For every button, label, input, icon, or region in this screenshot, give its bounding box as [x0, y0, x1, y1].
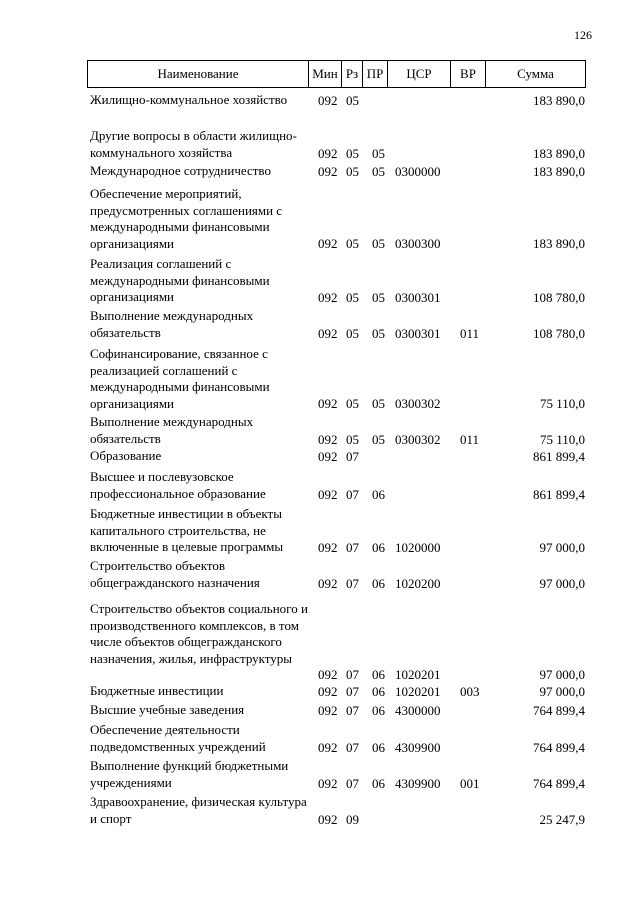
row-pr: 06 — [372, 539, 385, 555]
row-name: Высшее и послевузовское профессиональное образование — [90, 469, 266, 501]
row-name: Строительство объектов социального и производственного комплексов, в том числе объектов общегражданского назначения, жилья, инфраструктуры — [90, 601, 308, 666]
row-sum: 183 890,0 — [533, 163, 585, 179]
table-row — [0, 346, 640, 412]
row-pr: 06 — [372, 486, 385, 502]
row-vr: 011 — [460, 325, 480, 341]
row-name: Высшие учебные заведения — [90, 702, 245, 717]
row-sum: 764 899,4 — [533, 739, 585, 755]
row-pr: 06 — [372, 775, 385, 791]
row-sum: 183 890,0 — [533, 92, 585, 108]
table-row — [0, 558, 640, 592]
row-min: 092 — [318, 575, 338, 591]
header-vr: ВР — [460, 66, 476, 81]
row-name: Бюджетные инвестиции — [90, 683, 224, 698]
row-pr: 06 — [372, 666, 385, 682]
row-sum: 97 000,0 — [539, 539, 585, 555]
row-sum: 764 899,4 — [533, 702, 585, 718]
row-rz: 07 — [346, 486, 359, 502]
row-min: 092 — [318, 702, 338, 718]
table-row — [0, 256, 640, 306]
row-csr: 1020000 — [395, 539, 441, 555]
header-sum: Сумма — [517, 66, 554, 81]
row-sum: 183 890,0 — [533, 145, 585, 161]
row-pr: 06 — [372, 702, 385, 718]
row-csr: 0300300 — [395, 235, 441, 251]
row-min: 092 — [318, 486, 338, 502]
row-min: 092 — [318, 775, 338, 791]
row-name: Выполнение международных обязательств — [90, 414, 254, 446]
row-sum: 97 000,0 — [539, 666, 585, 682]
row-csr: 0300301 — [395, 289, 441, 305]
row-min: 092 — [318, 431, 338, 447]
table-row — [0, 308, 640, 342]
row-rz: 09 — [346, 811, 359, 827]
row-csr: 0300302 — [395, 395, 441, 411]
row-vr: 003 — [460, 683, 480, 699]
table-row — [0, 601, 640, 683]
row-pr: 05 — [372, 395, 385, 411]
row-sum: 764 899,4 — [533, 775, 585, 791]
table-row — [0, 92, 640, 109]
row-pr: 06 — [372, 739, 385, 755]
row-sum: 861 899,4 — [533, 486, 585, 502]
header-pr: ПР — [366, 66, 384, 81]
row-min: 092 — [318, 325, 338, 341]
row-pr: 05 — [372, 235, 385, 251]
row-rz: 05 — [346, 431, 359, 447]
row-sum: 97 000,0 — [539, 575, 585, 591]
table-row — [0, 186, 640, 252]
row-rz: 07 — [346, 702, 359, 718]
row-name: Реализация соглашений с международными финансовыми организациями — [90, 256, 270, 304]
row-sum: 25 247,9 — [539, 811, 585, 827]
row-name: Жилищно-коммунальное хозяйство — [90, 92, 288, 107]
row-min: 092 — [318, 163, 338, 179]
table-row — [0, 414, 640, 448]
row-vr: 011 — [460, 431, 480, 447]
row-min: 092 — [318, 289, 338, 305]
table-row — [0, 469, 640, 503]
row-name: Образование — [90, 448, 162, 463]
row-sum: 861 899,4 — [533, 448, 585, 464]
row-pr: 05 — [372, 145, 385, 161]
row-pr: 05 — [372, 431, 385, 447]
row-csr: 4300000 — [395, 702, 441, 718]
row-rz: 07 — [346, 575, 359, 591]
row-csr: 4309900 — [395, 739, 441, 755]
row-sum: 183 890,0 — [533, 235, 585, 251]
row-min: 092 — [318, 395, 338, 411]
row-name: Другие вопросы в области жилищно-коммунального хозяйства — [90, 128, 297, 160]
row-name: Бюджетные инвестиции в объекты капитального строительства, не включенные в целевые программы — [90, 506, 284, 554]
row-csr: 0300000 — [395, 163, 441, 179]
row-pr: 05 — [372, 289, 385, 305]
row-min: 092 — [318, 539, 338, 555]
header-rz: Рз — [345, 66, 359, 81]
row-rz: 05 — [346, 163, 359, 179]
header-min: Мин — [312, 66, 338, 81]
row-sum: 75 110,0 — [539, 395, 585, 411]
row-sum: 108 780,0 — [533, 325, 585, 341]
row-sum: 75 110,0 — [539, 431, 585, 447]
row-rz: 07 — [346, 448, 359, 464]
row-csr: 0300301 — [395, 325, 441, 341]
row-rz: 05 — [346, 289, 359, 305]
row-name: Софинансирование, связанное с реализацией соглашений с международными финансовыми организациями — [90, 346, 270, 411]
page-number: 126 — [574, 28, 592, 42]
row-csr: 1020201 — [395, 683, 441, 699]
table-row — [0, 128, 640, 162]
row-csr: 1020200 — [395, 575, 441, 591]
row-name: Обеспечение деятельности подведомственных учреждений — [90, 722, 266, 754]
row-rz: 07 — [346, 539, 359, 555]
header-name: Наименование — [157, 66, 239, 81]
row-name: Обеспечение мероприятий, предусмотренных соглашениями с международными финансовыми организациями — [90, 186, 283, 251]
row-name: Выполнение международных обязательств — [90, 308, 254, 340]
row-rz: 05 — [346, 325, 359, 341]
row-sum: 97 000,0 — [539, 683, 585, 699]
row-min: 092 — [318, 811, 338, 827]
row-rz: 05 — [346, 145, 359, 161]
table-row — [0, 758, 640, 792]
row-rz: 05 — [346, 395, 359, 411]
row-pr: 06 — [372, 575, 385, 591]
row-min: 092 — [318, 92, 338, 108]
row-min: 092 — [318, 739, 338, 755]
row-pr: 06 — [372, 683, 385, 699]
row-rz: 07 — [346, 666, 359, 682]
row-sum: 108 780,0 — [533, 289, 585, 305]
row-csr: 1020201 — [395, 666, 441, 682]
row-min: 092 — [318, 235, 338, 251]
table-row — [0, 722, 640, 756]
row-rz: 07 — [346, 775, 359, 791]
row-vr: 001 — [460, 775, 480, 791]
row-name: Здравоохранение, физическая культура и спорт — [90, 794, 307, 826]
table-row — [0, 506, 640, 556]
row-name: Выполнение функций бюджетными учреждениями — [90, 758, 289, 790]
row-min: 092 — [318, 683, 338, 699]
row-min: 092 — [318, 145, 338, 161]
row-pr: 05 — [372, 325, 385, 341]
row-pr: 05 — [372, 163, 385, 179]
table-row — [0, 448, 640, 465]
header-csr: ЦСР — [406, 66, 432, 81]
row-csr: 4309900 — [395, 775, 441, 791]
row-rz: 05 — [346, 235, 359, 251]
row-name: Строительство объектов общегражданского назначения — [90, 558, 260, 590]
table-row — [0, 702, 640, 719]
row-csr: 0300302 — [395, 431, 441, 447]
table-row — [0, 683, 640, 700]
row-min: 092 — [318, 666, 338, 682]
row-name: Международное сотрудничество — [90, 163, 271, 178]
row-rz: 05 — [346, 92, 359, 108]
table-row — [0, 794, 640, 828]
row-rz: 07 — [346, 739, 359, 755]
row-min: 092 — [318, 448, 338, 464]
table-row — [0, 163, 640, 180]
row-rz: 07 — [346, 683, 359, 699]
